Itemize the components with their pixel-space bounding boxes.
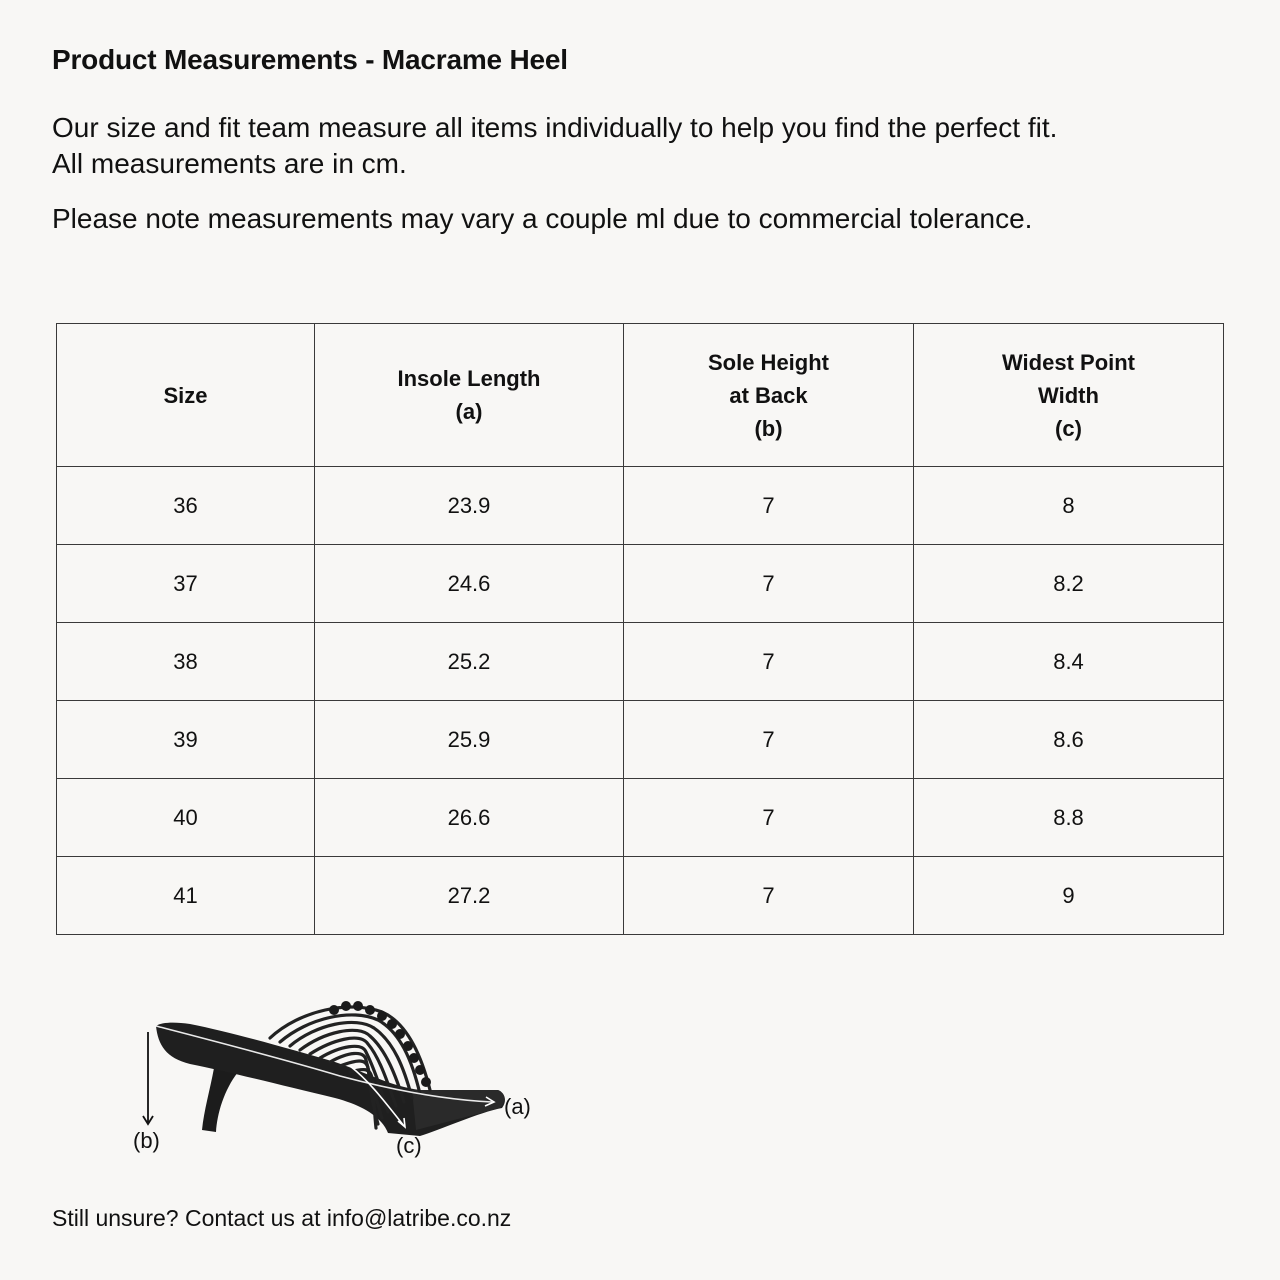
macrame-heel-illustration — [120, 990, 560, 1170]
cell-size: 39 — [57, 701, 315, 779]
cell-insole-length: 23.9 — [315, 467, 624, 545]
intro-line-1: Our size and fit team measure all items individually to help you find the perfect fit. — [52, 112, 1058, 143]
cell-sole-height: 7 — [624, 545, 914, 623]
cell-sole-height: 7 — [624, 467, 914, 545]
header-widest-label-1: Widest Point — [1001, 349, 1136, 375]
cell-size: 40 — [57, 779, 315, 857]
heel-shape — [202, 1068, 238, 1132]
cell-sole-height: 7 — [624, 857, 914, 935]
header-sole-label-2: at Back — [729, 382, 808, 408]
cell-insole-length: 24.6 — [315, 545, 624, 623]
cell-insole-length: 25.9 — [315, 701, 624, 779]
header-insole-label: Insole Length — [397, 366, 541, 391]
cell-insole-length: 26.6 — [315, 779, 624, 857]
cell-sole-height: 7 — [624, 701, 914, 779]
header-insole-length — [315, 324, 624, 467]
cell-insole-length: 25.2 — [315, 623, 624, 701]
header-widest-key: (c) — [1055, 415, 1082, 441]
table-row — [57, 779, 1224, 857]
cell-insole-length: 27.2 — [315, 857, 624, 935]
cell-size: 38 — [57, 623, 315, 701]
header-size-label: Size — [163, 382, 208, 408]
header-sole-label-1: Sole Height — [707, 349, 829, 375]
intro-line-2: All measurements are in cm. — [52, 148, 407, 179]
intro-text — [52, 110, 1232, 182]
cell-widest-point: 8.8 — [914, 779, 1224, 857]
table-row — [57, 623, 1224, 701]
header-size — [57, 324, 315, 467]
cell-sole-height: 7 — [624, 779, 914, 857]
cell-widest-point: 8.2 — [914, 545, 1224, 623]
header-sole-key: (b) — [754, 415, 783, 441]
shoe-measurement-diagram — [120, 990, 560, 1170]
header-sole-height — [624, 324, 914, 467]
label-widest-point: (c) — [396, 1133, 422, 1158]
page-title: Product Measurements - Macrame Heel — [52, 44, 568, 75]
cell-widest-point: 8 — [914, 467, 1224, 545]
table-header-row — [57, 324, 1224, 467]
header-insole-key: (a) — [455, 399, 483, 424]
cell-size: 36 — [57, 467, 315, 545]
tolerance-note: Please note measurements may vary a couple ml due to commercial tolerance. — [52, 203, 1033, 234]
table-row — [57, 545, 1224, 623]
label-sole-height: (b) — [133, 1128, 160, 1153]
cell-size: 41 — [57, 857, 315, 935]
cell-size: 37 — [57, 545, 315, 623]
header-widest-point — [914, 324, 1224, 467]
cell-widest-point: 8.6 — [914, 701, 1224, 779]
table-row — [57, 857, 1224, 935]
contact-footer: Still unsure? Contact us at info@latribe.co.nz — [52, 1205, 512, 1231]
table-row — [57, 701, 1224, 779]
table-row — [57, 467, 1224, 545]
header-widest-label-2: Width — [1038, 382, 1099, 408]
measurements-table — [56, 323, 1224, 935]
toe-plate — [412, 1090, 504, 1130]
label-insole-length: (a) — [504, 1094, 531, 1119]
cell-sole-height: 7 — [624, 623, 914, 701]
cell-widest-point: 9 — [914, 857, 1224, 935]
cell-widest-point: 8.4 — [914, 623, 1224, 701]
